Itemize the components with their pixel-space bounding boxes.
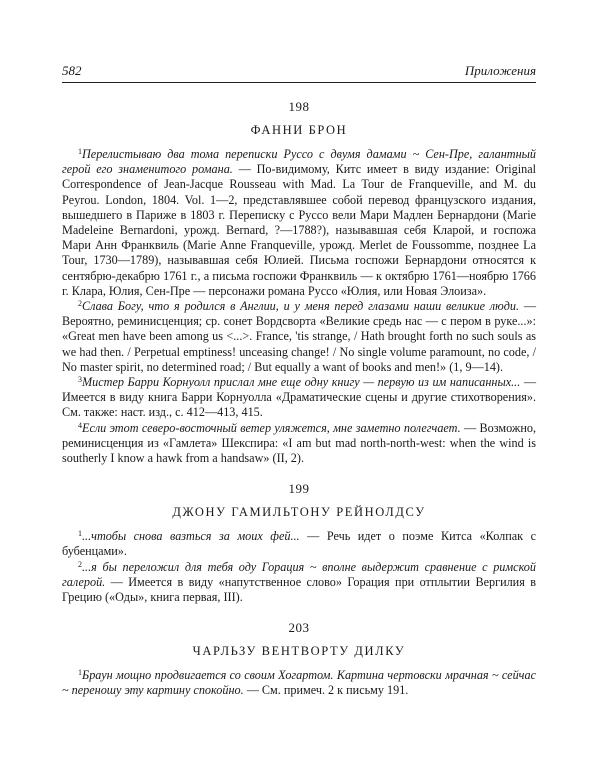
footnote-quote: Мистер Барри Корнуолл прислал мне еще одну книгу — первую из им написанных... [82, 375, 521, 390]
letter-title: ФАННИ БРОН [250, 123, 348, 137]
footnote-text: — Возможно, реминисценция из «Гамлета» Шекспира: «I am but mad north-north-west: when the wind is southerly I know a hawk from a handsaw» (II, 2). [62, 420, 536, 466]
footnote-quote: Если этот северо-восточный ветер уляжется, мне заметно полегчает. [82, 420, 461, 435]
section-gap [62, 605, 536, 620]
footnote-quote: Браун мощно продвигается со своим Хогартом. Картина чертовски мрачная ~ сейчас ~ переношу эту картину спокойно. [62, 668, 536, 698]
footnote [62, 375, 536, 421]
letter-number: 199 [288, 481, 310, 497]
letter-title: ЧАРЛЬЗУ ВЕНТВОРТУ ДИЛКУ [192, 644, 406, 659]
footnote-quote: ...чтобы снова вазться за моих фей... [82, 529, 300, 544]
letter-number: 203 [288, 620, 310, 636]
footnote-marker: 1 [78, 668, 82, 678]
footnote-marker: 3 [78, 375, 82, 385]
letter-number: 198 [288, 99, 310, 114]
footnote-text: — Речь идет о поэме Китса «Колпак с бубенцами». [62, 529, 536, 559]
footnote [62, 421, 536, 467]
page-number: 582 [62, 63, 82, 78]
letter-section [62, 481, 536, 605]
section-gap [62, 466, 536, 481]
footnote-marker: 4 [78, 420, 82, 430]
footnote [62, 668, 536, 698]
footnote [62, 299, 536, 375]
footnote-text: — По-видимому, Китс имеет в виду издание: Original Correspondence of Jean-Jacque Rousseau with Mad. La Tour de Franqueville, and M. du Peyrou. London, 1804. Vol. 1—2, представлявшее собой перевод французского издания, вышедшего в Париже в 1803 г. Переписку с Руссо вели Мари Мадлен Бернардони (Marie Madeleine Bernardoni, урожд. Bernard, ?—1788?), называвшая себя Кларой, и госпожа Мари Анн Франквиль (Marie Anne Franqueville, урожд. Merlet de Foussomme, позднее La Tour, 1730—1789), называвшая себя Юлией. Письма госпожи Бернардони относятся к сентябрю-декабрю 1761 г., а письма госпожи Франквиль — к октябрю 1761—ноябрю 1766 г. Клара, Юлия, Сен-Пре — персонажи романа Руссо «Юлия, или Новая Элоиза». [62, 162, 536, 298]
footnote [62, 560, 536, 606]
footnote [62, 529, 536, 559]
footnote-text: — См. примеч. 2 к письму 191. [243, 683, 409, 698]
letter-section [62, 620, 536, 698]
footnote-quote: Перелистываю два тома переписки Руссо с двумя дамами ~ Сен-Пре, галантный герой его знаменитого романа. [62, 147, 536, 177]
letter-title: ДЖОНУ ГАМИЛЬТОНУ РЕЙНОЛДСУ [172, 505, 426, 520]
footnote-text: — Имеется в виду «напутственное слово» Горация при отплытии Вергилия в Грецию («Оды», книга первая, III). [62, 574, 536, 605]
footnote-marker: 1 [78, 147, 82, 156]
header-rule [62, 82, 536, 83]
footnote-quote: Слава Богу, что я родился в Англии, и у меня перед глазами наши великие люди. [82, 299, 520, 314]
running-title: Приложения [464, 63, 536, 78]
footnote-marker: 2 [78, 559, 82, 569]
letter-section [62, 99, 536, 466]
footnote-marker: 1 [78, 529, 82, 539]
running-header [62, 63, 536, 81]
footnote [62, 147, 536, 299]
page-body [62, 99, 536, 699]
footnote-quote: ...я бы переложил для тебя оду Горация ~ вполне выдержит сравнение с римской галерой. [62, 559, 536, 589]
footnote-marker: 2 [78, 299, 82, 309]
footnote-text: — Имеется в виду книга Барри Корнуолла «Драматические сцены и другие стихотворения». См. также: наст. изд., с. 412—413, 415. [62, 375, 537, 420]
footnote-text: — Вероятно, реминисценция; ср. сонет Вордсворта «Великие средь нас — с пером в руке...»: «Great men have been among us <...>. France, 'tis strange, / Hath brought forth no such souls as we had then. / Perpetual emptiness! unceasing change! / No single volume paramount, no code, / No master spirit, no determined road; / But equally a want of books and men!» (1, 9—14). [62, 299, 537, 374]
